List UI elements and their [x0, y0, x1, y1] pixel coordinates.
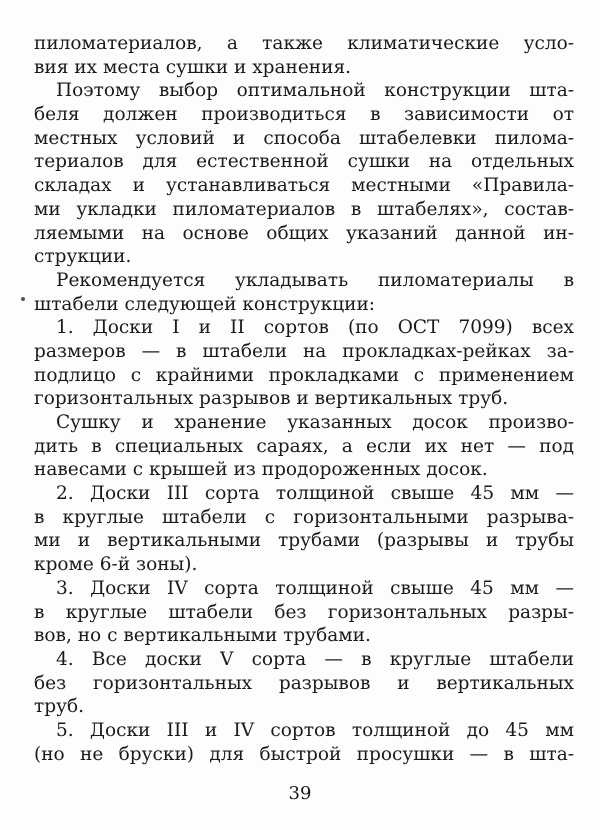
text-line: ми укладки пиломатериалов в штабелях», состав- — [34, 198, 574, 220]
text-line: струкции. — [34, 246, 132, 268]
text-line: подлицо с крайними прокладками с применением — [34, 364, 574, 386]
text-line: местных условий и способа штабелевки пилома- — [34, 127, 574, 149]
text-line: навесами с крышей из продороженных досок. — [34, 459, 488, 481]
body-text — [34, 32, 574, 766]
text-line: (но не бруски) для быстрой просушки — в шта- — [34, 743, 574, 765]
text-line: в круглые штабели без горизонтальных разры- — [34, 601, 574, 623]
text-line: ми и вертикальными трубами (разрывы и трубы — [34, 530, 574, 552]
margin-dot — [21, 297, 25, 301]
text-line: 5. Доски III и IV сортов толщиной до 45 мм — [56, 719, 574, 741]
text-line: беля должен производиться в зависимости от — [34, 104, 574, 126]
text-line: Рекомендуется укладывать пиломатериалы в — [56, 269, 574, 291]
text-line: складах и устанавливаться местными «Правила- — [34, 175, 574, 197]
text-line: 2. Доски III сорта толщиной свыше 45 мм — — [56, 483, 574, 505]
page-number: 39 — [288, 783, 312, 804]
text-line: ляемыми на основе общих указаний данной ин- — [34, 222, 574, 244]
text-line: без горизонтальных разрывов и вертикальных — [34, 672, 574, 694]
text-line: горизонтальных разрывов и вертикальных труб. — [34, 388, 509, 410]
text-line: 4. Все доски V сорта — в круглые штабели — [56, 648, 574, 670]
text-line: размеров — в штабели на прокладках-рейках за- — [34, 340, 574, 362]
text-line: дить в специальных сараях, а если их нет — под — [34, 435, 574, 457]
text-line: в круглые штабели с горизонтальными разрыва- — [34, 506, 574, 528]
text-line: Поэтому выбор оптимальной конструкции шта- — [56, 80, 574, 102]
text-line: труб. — [34, 696, 84, 718]
text-line: пиломатериалов, а также климатические усло- — [34, 33, 574, 54]
text-line: Сушку и хранение указанных досок произво- — [56, 412, 574, 433]
text-line: териалов для естественной сушки на отдельных — [34, 151, 574, 173]
text-line: кроме 6-й зоны). — [34, 554, 198, 576]
text-line: 1. Доски I и II сортов (по ОСТ 7099) всех — [56, 317, 574, 339]
text-line: штабели следующей конструкции: — [34, 293, 376, 315]
text-line: вия их места сушки и хранения. — [34, 56, 352, 78]
text-line: вов, но с вертикальными трубами. — [34, 625, 371, 647]
text-line: 3. Доски IV сорта толщиной свыше 45 мм — — [56, 577, 574, 599]
